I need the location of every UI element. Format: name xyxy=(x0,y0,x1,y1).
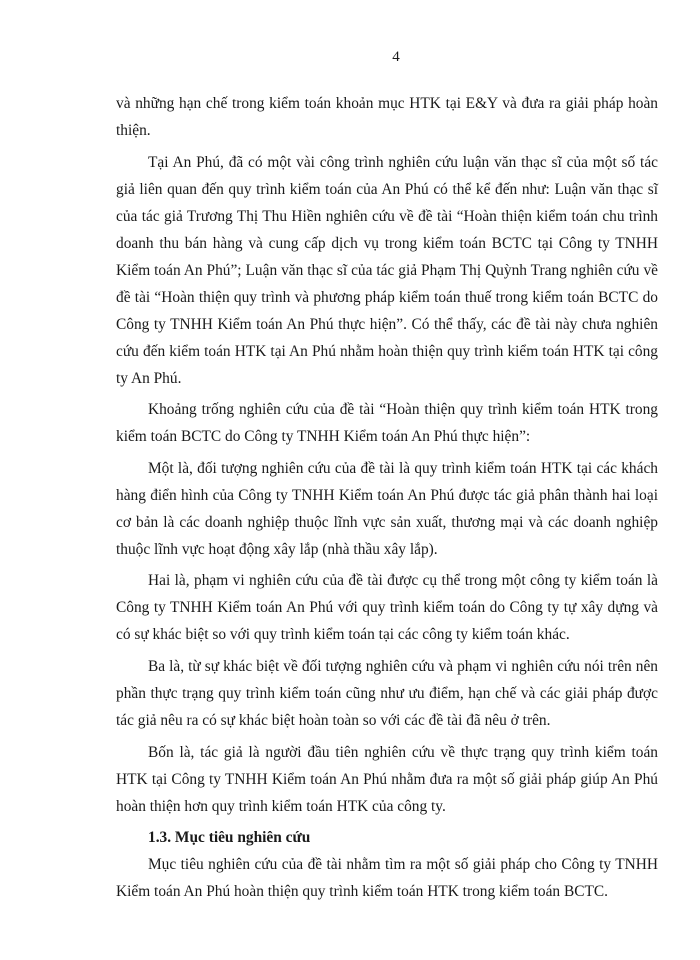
paragraph-point-three: Ba là, từ sự khác biệt về đối tượng nghiên cứu và phạm vi nghiên cứu nói trên nên phần thực trạng quy trình kiểm toán cũng như ưu điểm, hạn chế và các giải pháp được tác giả nêu ra có sự khác biệt hoàn toàn so với các đề tài đã nêu ở trên. xyxy=(116,657,658,729)
paragraph-point-four: Bốn là, tác giả là người đầu tiên nghiên cứu về thực trạng quy trình kiểm toán HTK tại Công ty TNHH Kiểm toán An Phú nhằm đưa ra một số giải pháp giúp An Phú hoàn thiện hơn quy trình kiểm toán HTK của công ty. xyxy=(116,743,658,815)
paragraph-continuation: và những hạn chế trong kiểm toán khoản mục HTK tại E&Y và đưa ra giải pháp hoàn thiện. xyxy=(116,95,658,139)
paragraph-point-one: Một là, đối tượng nghiên cứu của đề tài là quy trình kiểm toán HTK tại các khách hàng điển hình của Công ty TNHH Kiểm toán An Phú được tác giả phân thành hai loại cơ bản là các doanh nghiệp thuộc lĩnh vực sản xuất, thương mại và các doanh nghiệp thuộc lĩnh vực hoạt động xây lắp (nhà thầu xây lắp). xyxy=(116,459,658,558)
page-number: 4 xyxy=(392,49,400,65)
paragraph-research-gap: Khoảng trống nghiên cứu của đề tài “Hoàn thiện quy trình kiểm toán HTK trong kiểm toán BCTC do Công ty TNHH Kiểm toán An Phú thực hiện”: xyxy=(116,401,658,446)
paragraph-prior-research: Tại An Phú, đã có một vài công trình nghiên cứu luận văn thạc sĩ của một số tác giả liên quan đến quy trình kiểm toán của An Phú có thể kể đến như: Luận văn thạc sĩ của tác giả Trương Thị Thu Hiền nghiên cứu về đề tài “Hoàn thiện kiểm toán chu trình doanh thu bán hàng và cung cấp dịch vụ trong kiểm toán BCTC tại Công ty TNHH Kiểm toán An Phú”; Luận văn thạc sĩ của tác giả Phạm Thị Quỳnh Trang nghiên cứu về đề tài “Hoàn thiện quy trình và phương pháp kiểm toán thuế trong kiểm toán BCTC do Công ty TNHH Kiểm toán An Phú thực hiện”. Có thể thấy, các đề tài này chưa nghiên cứu đến kiểm toán HTK tại An Phú nhằm hoàn thiện quy trình kiểm toán HTK tại công ty An Phú. xyxy=(116,153,658,387)
paragraph-point-two: Hai là, phạm vi nghiên cứu của đề tài được cụ thể trong một công ty kiểm toán là Công ty TNHH Kiểm toán An Phú với quy trình kiểm toán do Công ty tự xây dựng và có sự khác biệt so với quy trình kiểm toán tại các công ty kiểm toán khác. xyxy=(116,572,658,644)
document-body xyxy=(116,90,658,910)
paragraph-research-objective: Mục tiêu nghiên cứu của đề tài nhằm tìm ra một số giải pháp cho Công ty TNHH Kiểm toán An Phú hoàn thiện quy trình kiểm toán HTK trong kiểm toán BCTC. xyxy=(116,856,658,901)
section-heading: 1.3. Mục tiêu nghiên cứu xyxy=(148,829,311,847)
